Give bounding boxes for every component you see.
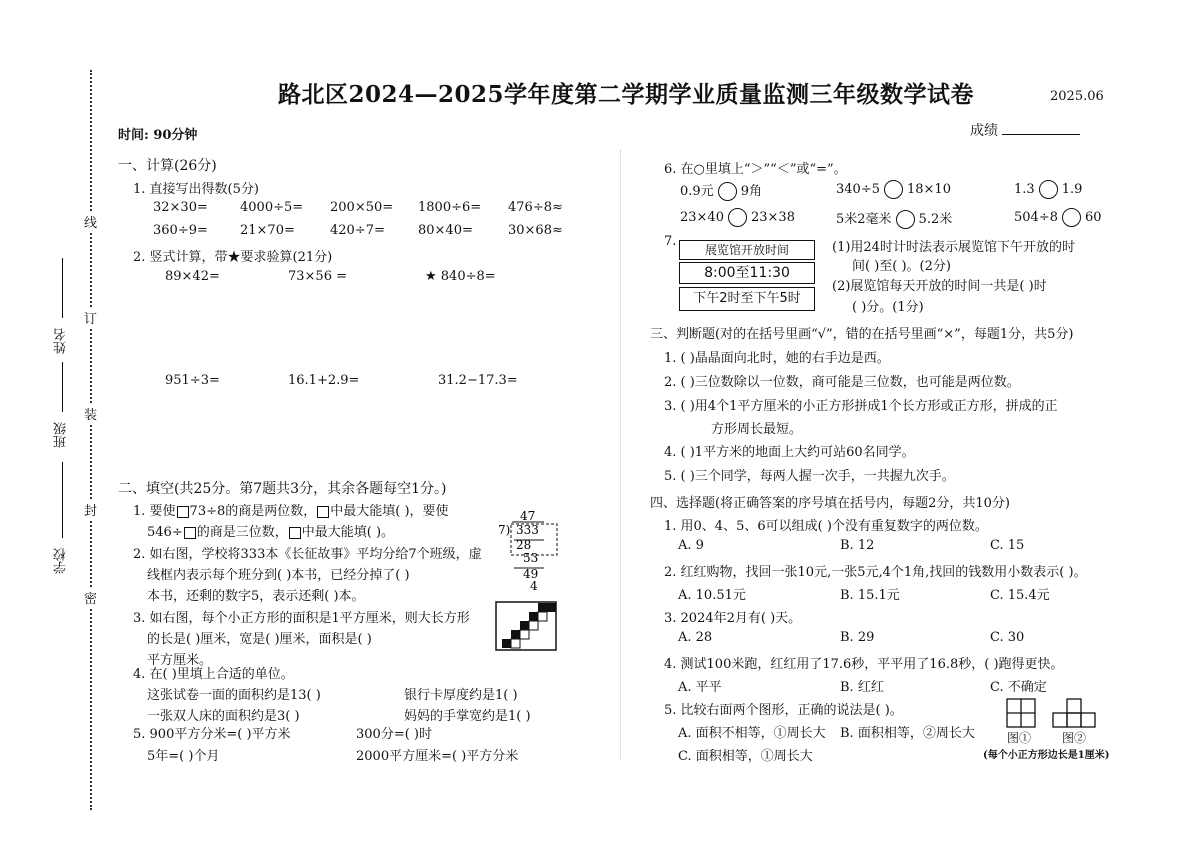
blank-square xyxy=(317,506,329,518)
choice-question: 3. 2024年2月有( )天。 xyxy=(664,611,802,626)
compare-right: 1.9 xyxy=(1061,182,1083,197)
blank-square xyxy=(289,527,301,539)
s1-q1-heading: 1. 直接写出得数(5分) xyxy=(133,182,259,197)
s2-q4-line: 一张双人床的面积约是3( ) xyxy=(147,709,300,724)
judge-item: 1. ( )晶晶面向北时，她的右手边是西。 xyxy=(664,351,890,366)
choice-option[interactable]: A. 10.51元 xyxy=(678,588,746,603)
compare-left: 340÷5 xyxy=(836,182,880,197)
compare-left: 0.9元 xyxy=(680,184,714,199)
choice-option[interactable]: B. 面积相等，②周长大 xyxy=(840,726,975,741)
compare-right: 18×10 xyxy=(906,182,951,197)
calc-item: 4000÷5= xyxy=(240,200,304,215)
compare-item xyxy=(836,208,952,229)
s2-q1-line1 xyxy=(133,500,449,519)
name-line[interactable] xyxy=(62,258,63,318)
compare-circle[interactable] xyxy=(728,208,747,227)
s2-q7-line: (1)用24时计时法表示展览馆下午开放的时 xyxy=(832,240,1075,255)
choice-question: 4. 测试100米跑，红红用了17.6秒，平平用了16.8秒，( )跑得更快。 xyxy=(664,657,1064,672)
compare-circle[interactable] xyxy=(1039,180,1058,199)
binding-char-zhuang: 装 xyxy=(84,404,97,423)
vertical-calc-item: ★ 840÷8= xyxy=(425,269,496,284)
calc-item: 30×68≈ xyxy=(508,223,563,238)
figure-1-shape xyxy=(1003,698,1043,728)
s2-q2-line: 本书，还剩的数字5，表示还剩( )本。 xyxy=(147,589,365,604)
binding-char-mi: 密 xyxy=(84,588,97,607)
school-line[interactable] xyxy=(62,462,63,538)
compare-item xyxy=(680,180,762,201)
figure-2-shape xyxy=(1052,698,1104,728)
s2-q7-number: 7. xyxy=(664,234,677,249)
compare-right: 60 xyxy=(1084,210,1102,225)
score-label: 成绩 xyxy=(970,123,998,139)
compare-left: 504÷8 xyxy=(1014,210,1058,225)
schedule-morning-box: 8:00至11:30 xyxy=(679,262,815,284)
section3-heading: 三、判断题(对的在括号里画“√”，错的在括号里画“×”，每题1分，共5分) xyxy=(650,327,1074,342)
s2-q5-item: 5年=( )个月 xyxy=(147,749,220,764)
binding-dotted-line xyxy=(90,70,92,810)
calc-item: 1800÷6= xyxy=(418,200,482,215)
s1-q2-heading: 2. 竖式计算，带★要求验算(21分) xyxy=(133,250,333,265)
s2-q7-line: ( )分。(1分) xyxy=(852,300,924,315)
calc-item: 420÷7= xyxy=(330,223,385,238)
judge-item: 4. ( )1平方米的地面上大约可站60名同学。 xyxy=(664,445,915,460)
schedule-afternoon-box: 下午2时至下午5时 xyxy=(679,287,815,311)
division-step: 28 xyxy=(516,538,532,552)
long-division-figure xyxy=(494,508,560,596)
judge-item: 3. ( )用4个1平方厘米的小正方形拼成1个长方形或正方形，拼成的正 xyxy=(664,399,1058,414)
division-quotient: 47 xyxy=(520,509,536,523)
column-separator xyxy=(620,150,621,760)
exam-date: 2025.06 xyxy=(1050,89,1104,104)
choice-question: 5. 比较右面两个图形，正确的说法是( )。 xyxy=(664,703,903,718)
calc-item: 200×50= xyxy=(330,200,394,215)
calc-item: 360÷9= xyxy=(153,223,208,238)
compare-circle[interactable] xyxy=(718,182,737,201)
division-step: 53 xyxy=(523,551,539,565)
section2-heading: 二、填空(共25分。第7题共3分，其余各题每空1分。) xyxy=(118,481,447,497)
compare-item xyxy=(1014,208,1102,227)
choice-option[interactable]: C. 30 xyxy=(990,630,1025,645)
compare-right: 5.2米 xyxy=(918,212,953,227)
choice-option[interactable]: C. 不确定 xyxy=(990,680,1047,695)
figure-1-label: 图① xyxy=(1007,731,1032,745)
school-label: 学校 xyxy=(54,548,69,574)
calc-item: 32×30= xyxy=(153,200,208,215)
s2-q4-line: 4. 在( )里填上合适的单位。 xyxy=(133,667,294,682)
s2-q3-line: 的长是( )厘米，宽是( )厘米，面积是( ) xyxy=(147,632,372,647)
s2-q1-text: 的商是三位数， xyxy=(196,525,288,540)
choice-option[interactable]: C. 15 xyxy=(990,538,1025,553)
s2-q6-heading: 6. 在○里填上“＞”“＜”或“=”。 xyxy=(664,162,847,177)
figure-2-label: 图② xyxy=(1062,731,1087,745)
blank-square xyxy=(184,527,196,539)
s2-q1-text: 1. 要使 xyxy=(133,504,176,519)
s2-q4-line: 银行卡厚度约是1( ) xyxy=(404,688,518,703)
s2-q1-text: 73÷8的商是两位数， xyxy=(189,504,317,519)
compare-item xyxy=(1014,180,1082,199)
choice-option[interactable]: A. 9 xyxy=(678,538,704,553)
judge-item-cont: 方形周长最短。 xyxy=(711,422,803,437)
vertical-calc-item: 89×42= xyxy=(165,269,220,284)
compare-left: 5米2毫米 xyxy=(836,212,892,227)
class-line[interactable] xyxy=(62,362,63,412)
choice-option[interactable]: B. 29 xyxy=(840,630,875,645)
choice-option[interactable]: B. 12 xyxy=(840,538,875,553)
division-divisor: 7) xyxy=(498,523,511,537)
class-label: 班级 xyxy=(54,422,69,448)
page-title: 路北区2024—2025学年度第二学期学业质量监测三年级数学试卷 xyxy=(278,81,975,108)
binding-char-ding: 订 xyxy=(84,308,97,327)
calc-item: 476÷8≈ xyxy=(508,200,563,215)
grid-rectangle-figure xyxy=(495,601,557,651)
compare-left: 23×40 xyxy=(680,210,724,225)
figure-note: (每个小正方形边长是1厘米) xyxy=(983,750,1110,761)
compare-circle[interactable] xyxy=(1062,208,1081,227)
s2-q5-item: 2000平方厘米=( )平方分米 xyxy=(356,749,519,764)
vertical-calc-item: 951÷3= xyxy=(165,373,220,388)
compare-item xyxy=(836,180,951,199)
s2-q2-line: 2. 如右图，学校将333本《长征故事》平均分给7个班级，虚 xyxy=(133,547,482,562)
vertical-calc-item: 16.1+2.9= xyxy=(288,373,360,388)
s2-q5-item: 300分=( )时 xyxy=(356,727,432,742)
s2-q1-text: 546÷ xyxy=(147,525,183,540)
compare-right: 9角 xyxy=(740,184,762,199)
calc-item: 80×40= xyxy=(418,223,473,238)
s2-q2-line: 线框内表示每个班分到( )本书，已经分掉了( ) xyxy=(147,568,410,583)
blank-square xyxy=(177,506,189,518)
s2-q5-item: 5. 900平方分米=( )平方米 xyxy=(133,727,291,742)
name-label: 姓名 xyxy=(54,328,69,354)
judge-item: 2. ( )三位数除以一位数，商可能是三位数，也可能是两位数。 xyxy=(664,375,1020,390)
s2-q4-line: 妈妈的手掌宽约是1( ) xyxy=(404,709,531,724)
s2-q1-line2 xyxy=(147,521,394,540)
exam-time: 时间: 90分钟 xyxy=(118,128,198,143)
choice-option[interactable]: B. 15.1元 xyxy=(840,588,900,603)
calc-item: 21×70= xyxy=(240,223,295,238)
s2-q7-line: (2)展览馆每天开放的时间一共是( )时 xyxy=(832,279,1047,294)
s2-q3-line: 3. 如右图，每个小正方形的面积是1平方厘米，则大长方形 xyxy=(133,611,470,626)
s2-q7-line: 间( )至( )。(2分) xyxy=(852,259,951,274)
choice-option[interactable]: A. 平平 xyxy=(678,680,722,695)
choice-option[interactable]: A. 28 xyxy=(678,630,713,645)
division-step: 49 xyxy=(523,567,539,581)
compare-right: 23×38 xyxy=(750,210,795,225)
compare-item xyxy=(680,208,795,227)
choice-question: 2. 红红购物，找回一张10元,一张5元,4个1角,找回的钱数用小数表示( )。 xyxy=(664,565,1087,580)
compare-circle[interactable] xyxy=(884,180,903,199)
choice-option[interactable]: B. 红红 xyxy=(840,680,884,695)
s2-q3-line: 平方厘米。 xyxy=(147,653,213,668)
binding-char-feng: 封 xyxy=(84,500,97,519)
score-field[interactable] xyxy=(1002,134,1080,135)
division-remainder: 4 xyxy=(530,579,538,593)
choice-option[interactable]: A. 面积不相等，①周长大 xyxy=(678,726,826,741)
choice-option[interactable]: C. 面积相等，①周长大 xyxy=(678,749,813,764)
binding-char-xian: 线 xyxy=(84,212,97,231)
section4-heading: 四、选择题(将正确答案的序号填在括号内，每题2分，共10分) xyxy=(650,496,1010,511)
compare-left: 1.3 xyxy=(1014,182,1035,197)
vertical-calc-item: 31.2−17.3= xyxy=(438,373,518,388)
s2-q1-text: 中最大能填( )。 xyxy=(301,525,395,540)
s2-q4-line: 这张试卷一面的面积约是13( ) xyxy=(147,688,321,703)
schedule-header-box: 展览馆开放时间 xyxy=(679,240,815,260)
compare-circle[interactable] xyxy=(896,210,915,229)
choice-question: 1. 用0、4、5、6可以组成( )个没有重复数字的两位数。 xyxy=(664,519,988,534)
vertical-calc-item: 73×56 = xyxy=(288,269,348,284)
judge-item: 5. ( )三个同学，每两人握一次手，一共握九次手。 xyxy=(664,469,955,484)
choice-option[interactable]: C. 15.4元 xyxy=(990,588,1050,603)
section1-heading: 一、计算(26分) xyxy=(118,158,217,174)
s2-q1-text: 中最大能填( )，要使 xyxy=(330,504,449,519)
division-dividend: 333 xyxy=(516,523,539,537)
